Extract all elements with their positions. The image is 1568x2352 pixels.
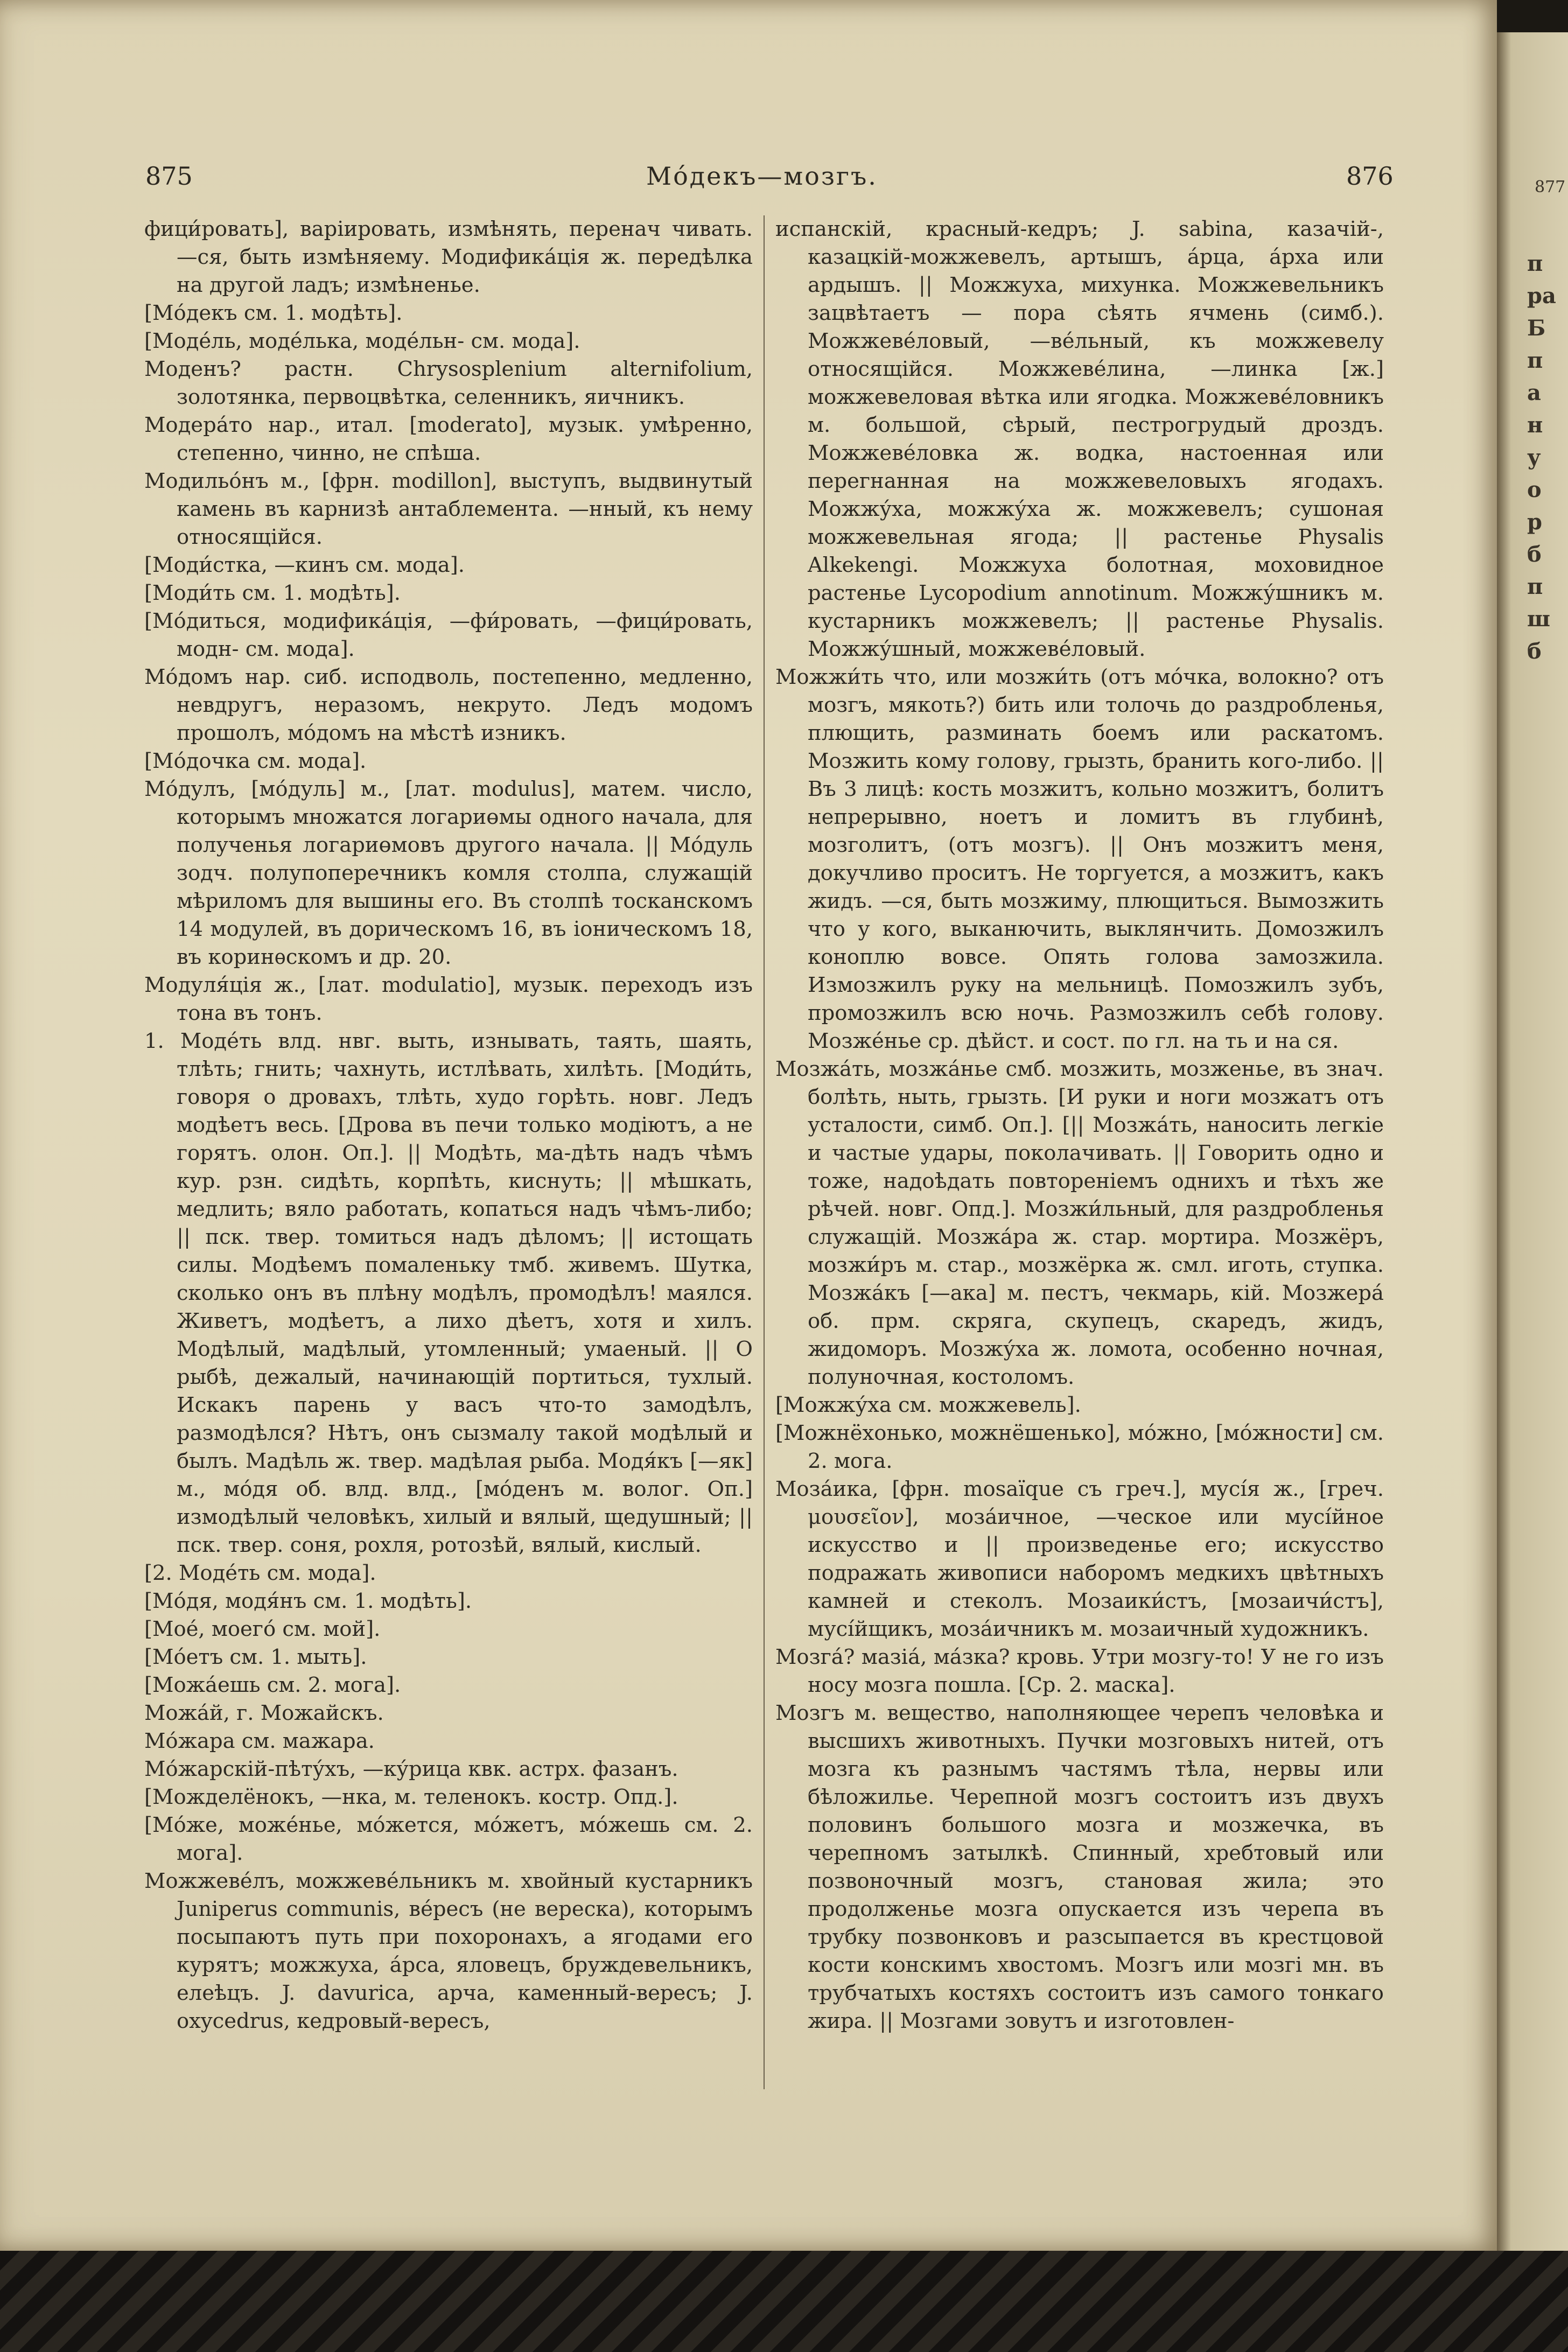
column-divider [764,215,765,2089]
page-header [0,162,1497,205]
adjacent-page-fragment: п [1527,574,1543,599]
dictionary-entry: [Мо́диться, модифика́ція, —фи́ровать, —фици́ровать, модн- см. мода]. [144,609,753,661]
dictionary-entry: [Мо́дя, модя́нъ см. 1. модѣть]. [144,1589,472,1613]
dictionary-entry: Модуля́ція ж., [лат. modulatio], музык. переходъ изъ тона въ тонъ. [144,973,753,1025]
page-number-right: 876 [1346,162,1394,191]
dictionary-entry: Модера́то нар., итал. [moderato], музык. умѣренно, степенно, чинно, не спѣша. [144,413,753,465]
adjacent-page-fragment: р [1527,509,1542,535]
adjacent-page-fragment: а [1527,380,1541,405]
adjacent-page-edge [1497,32,1568,2256]
adjacent-page-number: 877 [1535,178,1566,197]
dictionary-entry: [Моди́ть см. 1. модѣть]. [144,581,401,605]
adjacent-page-fragment: ра [1527,283,1556,309]
dictionary-entry: [Мо́етъ см. 1. мыть]. [144,1645,367,1669]
left-column [144,215,753,2035]
adjacent-page-fragment: ш [1527,606,1550,632]
adjacent-page-fragment: б [1527,639,1542,664]
adjacent-page-fragments [1527,248,1559,668]
dictionary-entry: [Можа́ешь см. 2. мога]. [144,1673,401,1697]
adjacent-page-fragment: п [1527,348,1543,373]
right-column [775,215,1384,2035]
dictionary-entry: Мозгъ м. вещество, наполняющее черепъ человѣка и высшихъ животныхъ. Пучки мозговыхъ нитей, отъ мозга къ разнымъ частямъ тѣла, нервы или бѣложилье. Черепной мозгъ состоитъ изъ двухъ половинъ большого мозга и мозжечка, въ черепномъ затылкѣ. Спинный, хребтовый или позвоночный мозгъ, становая жила; это продолженье мозга опускается изъ черепа въ трубку позвонковъ и разсыпается въ крестцовой кости конскимъ хвостомъ. Мозгъ или мозгі мн. въ трубчатыхъ костяхъ состоитъ изъ самого тонкаго жира. || Мозгами зовутъ и изготовлен- [775,1701,1384,2033]
dictionary-entry: [Можжу́ха см. можжевель]. [775,1393,1081,1417]
dictionary-entry: Мо́жара см. мажара. [144,1729,375,1753]
dictionary-entry: Мозжа́ть, мозжа́нье смб. мозжить, мозженье, въ знач. болѣть, ныть, грызть. [И руки и ноги мозжатъ отъ усталости, симб. Оп.]. [|| Мозжа́ть, наносить легкіе и частые удары, поколачивать. || Говорить одно и тоже, надоѣдать повтореніемъ однихъ и тѣхъ же рѣчей. новг. Опд.]. Мозжи́льный, для раздробленья служащій. Мозжа́ра ж. стар. мортира. Мозжёръ, мозжи́ръ м. стар., мозжёрка ж. смл. иготь, ступка. Мозжа́къ [—ака] м. пестъ, чекмарь, кій. Мозжера́ об. прм. скряга, скупецъ, скаредъ, жидъ, жидоморъ. Мозжу́ха ж. ломота, особенно ночная, полуночная, костоломъ. [775,1057,1384,1389]
dictionary-entry: Моденъ? растн. Chrysosplenium alternifolium, золотянка, первоцвѣтка, селенникъ, яичникъ. [144,357,753,409]
adjacent-page-fragment: о [1527,477,1542,502]
dictionary-entry: Мозга́? мазіа́, ма́зка? кровь. Утри мозгу-то! У не го изъ носу мозга пошла. [Ср. 2. маска]. [775,1645,1384,1697]
scanner-background [0,2251,1568,2352]
dictionary-entry: 1. Моде́ть влд. нвг. выть, изнывать, таять, шаять, тлѣть; гнить; чахнуть, истлѣвать, хилѣть. [Моди́ть, говоря о дровахъ, тлѣть, худо горѣть. новг. Ледъ модѣетъ весь. [Дрова въ печи только модіютъ, а не горятъ. олон. Оп.]. || Модѣть, ма-дѣть надъ чѣмъ кур. рзн. сидѣть, корпѣть, киснуть; || мѣшкать, медлить; вяло работать, копаться надъ чѣмъ-либо; || пск. твер. томиться надъ дѣломъ; || истощать силы. Модѣемъ помаленьку тмб. живемъ. Шутка, сколько онъ въ плѣну модѣлъ, промодѣлъ! маялся. Живетъ, модѣетъ, а лихо дѣетъ, хотя и хилъ. Модѣлый, мадѣлый, утомленный; умаеный. || О рыбѣ, дежалый, начинающій портиться, тухлый. Искакъ парень у васъ что-то замодѣлъ, размодѣлся? Нѣтъ, онъ сызмалу такой модѣлый и былъ. Мадѣль ж. твер. мадѣлая рыба. Модя́къ [—як] м., мо́дя об. влд. влд., [мо́денъ м. волог. Оп.] измодѣлый человѣкъ, хилый и вялый, щедушный; || пск. твер. соня, рохля, ротозѣй, вялый, кислый. [144,1029,753,1557]
adjacent-page-fragment: б [1527,542,1542,567]
dictionary-entry: [Можнёхонько, можнёшенько], мо́жно, [мо́жности] см. 2. мога. [775,1421,1384,1473]
dictionary-entry: Мо́дулъ, [мо́дуль] м., [лат. modulus], матем. число, которымъ множатся логариөмы одного начала, для полученья логариөмовъ другого начала. || Мо́дуль зодч. полупоперечникъ комля столпа, служащій мѣриломъ для вышины его. Въ столпѣ тосканскомъ 14 модулей, въ дорическомъ 16, въ іоническомъ 18, въ коринѳскомъ и др. 20. [144,777,753,969]
dictionary-entry: [Мо́декъ см. 1. модѣть]. [144,301,403,325]
dictionary-entry: испанскій, красный-кедръ; J. sabina, казачій-, казацкій-можжевелъ, артышъ, áрца, áрха или ардышъ. || Можжуха, михунка. Можжевельникъ зацвѣтаетъ — пора сѣять ячмень (симб.). Можжеве́ловый, —ве́льный, къ можжевелу относящійся. Можжеве́лина, —линка [ж.] можжевеловая вѣтка или ягодка. Можжеве́ловникъ м. большой, сѣрый, пестрогрудый дроздъ. Можжеве́ловка ж. водка, настоенная или перегнанная на можжевеловыхъ ягодахъ. Можжу́ха, можжу́ха ж. можжевелъ; сушоная можжевельная ягода; || растенье Physalis Alkekengi. Можжуха болотная, моховидное растенье Lycopodium annotinum. Можжу́шникъ м. кустарникъ можжевелъ; || растенье Physalis. Можжу́шный, можжеве́ловый. [775,217,1384,661]
running-head: Мо́декъ—мозгъ. [646,162,878,191]
dictionary-entry: [Мое́, моего́ см. мой]. [144,1617,381,1641]
page-number-left: 875 [145,162,193,191]
dictionary-entry: [Моди́стка, —кинъ см. мода]. [144,553,465,577]
dictionary-entry: Мо́домъ нар. сиб. исподволь, постепенно, медленно, невдругъ, неразомъ, некруто. Ледъ модомъ прошолъ, мо́домъ на мѣстѣ изникъ. [144,665,753,745]
dictionary-entry: Можа́й, г. Можайскъ. [144,1701,384,1725]
adjacent-page-fragment: Б [1527,316,1546,341]
dictionary-entry: Моза́ика, [фрн. mosaïque съ греч.], мусі́я ж., [греч. μουσεῖον], моза́ичное, —ческое или мусі́йное искусство и || произведенье его; искусство подражать живописи наборомъ медкихъ цвѣтныхъ камней и стеколъ. Мозаики́стъ, [мозаичи́стъ], мусі́йщикъ, моза́ичникъ м. мозаичный художникъ. [775,1477,1384,1641]
dictionary-entry: Модильо́нъ м., [фрн. modillon], выступъ, выдвинутый камень въ карнизѣ антаблемента. —нный, къ нему относящійся. [144,469,753,549]
dictionary-entry: [Мо́дочка см. мода]. [144,749,367,773]
dictionary-entry: [2. Моде́ть см. мода]. [144,1561,376,1585]
dictionary-entry: [Моде́ль, моде́лька, моде́льн- см. мода]. [144,329,580,353]
dictionary-entry: [Можделёнокъ, —нка, м. теленокъ. костр. Опд.]. [144,1785,678,1809]
dictionary-entry: [Мо́же, може́нье, мо́жется, мо́жетъ, мо́жешь см. 2. мога]. [144,1813,753,1865]
adjacent-page-fragment: н [1527,412,1543,438]
dictionary-entry: фици́ровать], варіировать, измѣнять, перенач чивать. —ся, быть измѣняему. Модифика́ція ж. передѣлка на другой ладъ; измѣненье. [144,217,753,297]
dictionary-entry: Мо́жарскій-пѣту́хъ, —ку́рица квк. астрх. фазанъ. [144,1757,678,1781]
adjacent-page-fragment: у [1527,445,1541,470]
adjacent-page-fragment: п [1527,251,1543,276]
dictionary-entry: Можжеве́лъ, можжеве́льникъ м. хвойный кустарникъ Juniperus communis, вéресъ (не вереска), которымъ посыпаютъ путь при похоронахъ, а ягодами его курятъ; можжуха, áрса, яловецъ, бруждевельникъ, елеѣцъ. J. davurica, арча, каменный-вересъ; J. oxycedrus, кедровый-вересъ, [144,1869,753,2033]
dictionary-entry: Можжи́ть что, или мозжи́ть (отъ мо́чка, волокно? отъ мозгъ, мякоть?) бить или толочь до раздробленья, плющить, разминать боемъ или раскатомъ. Мозжить кому голову, грызть, бранить кого-либо. || Въ 3 лицѣ: кость мозжитъ, кольно мозжитъ, болитъ непрерывно, ноетъ и ломитъ въ глубинѣ, мозголитъ, (отъ мозгъ). || Онъ мозжитъ меня, докучливо проситъ. Не торгуется, а мозжитъ, какъ жидъ. —ся, быть мозжиму, плющиться. Вымозжить что у кого, выканючить, выклянчить. Домозжилъ коноплю вовсе. Опять голова замозжила. Измозжилъ руку на мельницѣ. Помозжилъ зубъ, промозжилъ всю ночь. Размозжилъ себѣ голову. Мозже́нье ср. дѣйст. и сост. по гл. на ть и на ся. [775,665,1384,1053]
